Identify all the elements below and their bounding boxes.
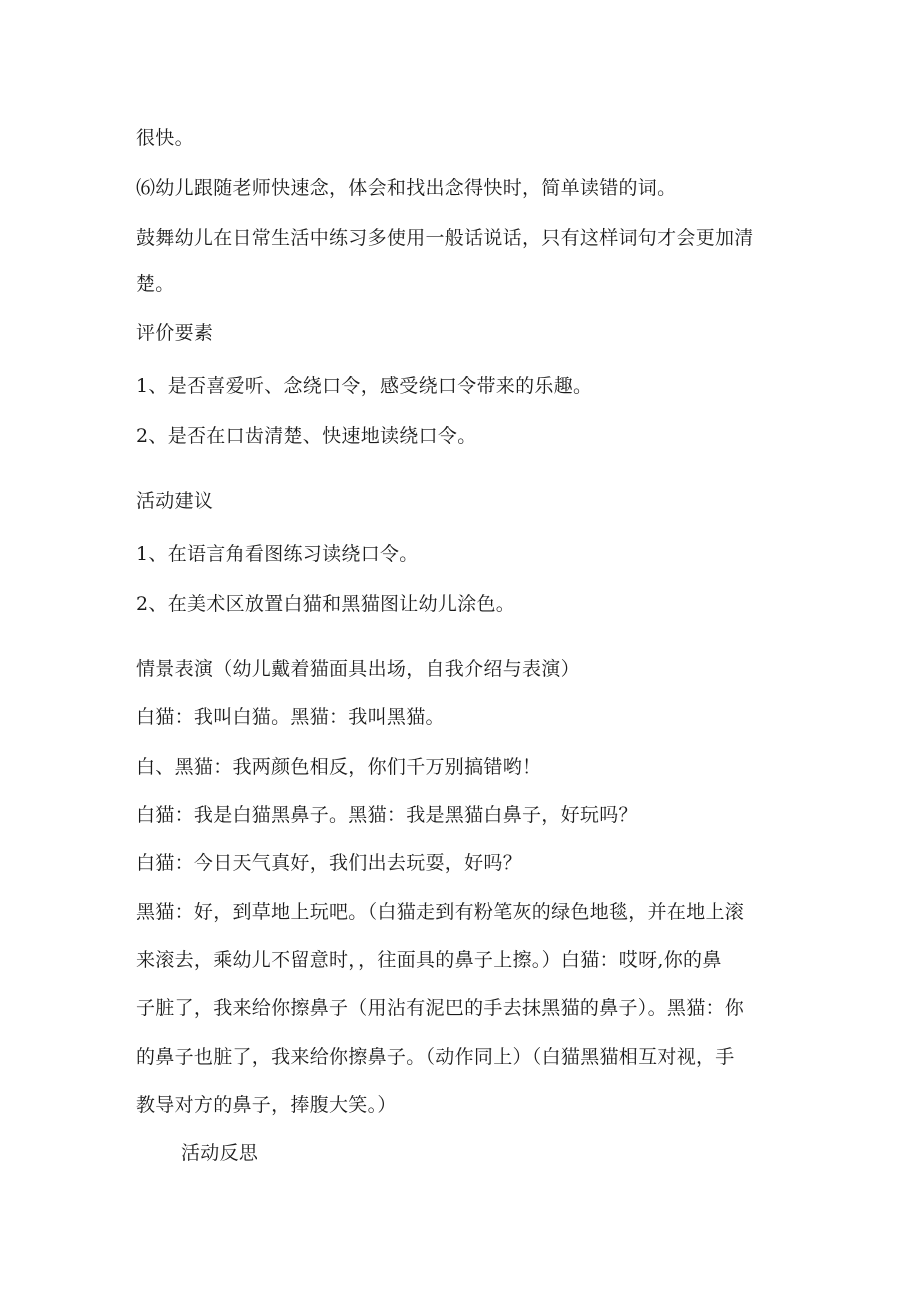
dialogue-line: 白猫：我叫白猫。黑猫：我叫黑猫。 xyxy=(136,706,445,728)
dialogue-line: 黑猫：好，到草地上玩吧。（白猫走到有粉笔灰的绿色地毯，并在地上滚 xyxy=(136,901,745,923)
dialogue-line: 子脏了，我来给你擦鼻子（用沾有泥巴的手去抹黑猫的鼻子）。黑猫：你 xyxy=(136,997,745,1019)
dialogue-line: 的鼻子也脏了，我来给你擦鼻子。（动作同上）（白猫黑猫相互对视，手 xyxy=(136,1046,735,1068)
text-line: 鼓舞幼儿在日常生活中练习多使用一般话说话，只有这样词句才会更加清 xyxy=(136,227,754,249)
text-line: ⑹幼儿跟随老师快速念，体会和找出念得快时，简单读错的词。 xyxy=(136,177,677,199)
section-heading: 活动建议 xyxy=(136,490,214,512)
list-item: 1、是否喜爱听、念绕口令，感受绕口令带来的乐趣。 xyxy=(136,375,593,397)
text-line: 很快。 xyxy=(136,127,194,149)
list-item: 1、在语言角看图练习读绕口令。 xyxy=(136,543,419,565)
section-heading: 评价要素 xyxy=(136,322,214,344)
list-item: 2、是否在口齿清楚、快速地读绕口令。 xyxy=(136,425,477,447)
dialogue-line: 白、黑猫：我两颜色相反，你们千万别搞错哟！ xyxy=(136,756,542,778)
section-heading: 情景表演（幼儿戴着猫面具出场，自我介绍与表演） xyxy=(136,658,580,680)
dialogue-line: 教导对方的鼻子，捧腹大笑。） xyxy=(136,1094,397,1116)
section-heading: 活动反思 xyxy=(181,1142,259,1164)
dialogue-line: 来滚去，乘幼儿不留意时，，往面具的鼻子上擦。）白猫：哎呀,你的鼻 xyxy=(136,949,722,971)
dialogue-line: 白猫：今日天气真好，我们出去玩耍，好吗？ xyxy=(136,852,523,874)
dialogue-line: 白猫：我是白猫黑鼻子。黑猫：我是黑猫白鼻子，好玩吗？ xyxy=(136,804,638,826)
list-item: 2、在美术区放置白猫和黑猫图让幼儿涂色。 xyxy=(136,593,516,615)
text-line: 楚。 xyxy=(136,273,175,295)
